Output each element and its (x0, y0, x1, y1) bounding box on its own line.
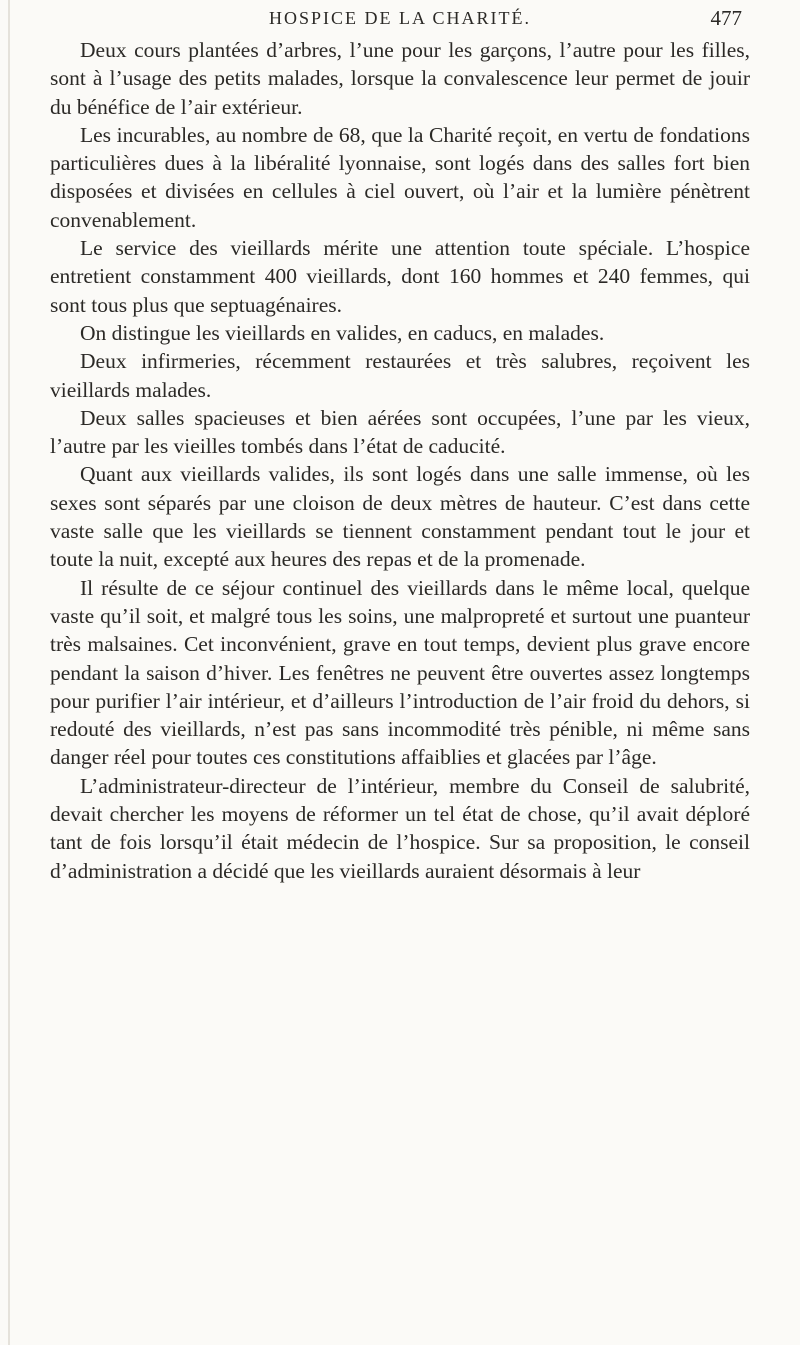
paragraph-elderly-service: Le service des vieillards mérite une attention toute spéciale. L’hospice entretient constamment 400 vieillards, dont 160 hommes et 240 femmes, qui sont tous plus que septuagénaires. (50, 236, 750, 317)
paragraph-infirmaries: Deux infirmeries, récemment restaurées et très salubres, reçoivent les vieillards malades. (50, 349, 750, 402)
page-number: 477 (710, 6, 742, 30)
paragraph-valid-elderly: Quant aux vieillards valides, ils sont logés dans une salle immense, où les sexes sont séparés par une cloison de deux mètres de hauteur. C’est dans cette vaste salle que les vieillards se tiennent constamment pendant tout le jour et toute la nuit, excepté aux heures des repas et de la promenade. (50, 462, 750, 572)
running-title: HOSPICE DE LA CHARITÉ. (268, 8, 531, 28)
paragraph-consequences: Il résulte de ce séjour continuel des vieillards dans le même local, quelque vaste qu’il soit, et malgré tous les soins, une malpropreté et surtout une puanteur très malsaines. Cet inconvénient, grave en tout temps, devient plus grave encore pendant la saison d’hiver. Les fenêtres ne peuvent être ouvertes assez longtemps pour purifier l’air intérieur, et d’ailleurs l’introduction de l’air froid du dehors, si redouté des vieillards, n’est pas sans incommodité très pénible, ni même sans danger réel pour toutes ces constitutions affaiblies et glacées par l’âge. (50, 575, 750, 770)
binding-shadow (8, 0, 10, 1345)
paragraph-administrator: L’administrateur-directeur de l’intérieur, membre du Conseil de salubrité, devait chercher les moyens de réformer un tel état de chose, qu’il avait déploré tant de fois lorsqu’il était médecin de l’hospice. Sur sa proposition, le conseil d’administration a décidé que les vieillards auraient désormais à leur (50, 773, 750, 883)
body-text (50, 36, 750, 885)
paragraph-caducity-rooms: Deux salles spacieuses et bien aérées sont occupées, l’une par les vieux, l’autre par les vieilles tombés dans l’état de caducité. (50, 405, 750, 459)
paragraph-courtyards: Deux cours plantées d’arbres, l’une pour les garçons, l’autre pour les filles, sont à l’usage des petits malades, lorsque la convalescence leur permet de jouir du bénéfice de l’air extérieur. (50, 38, 750, 119)
paragraph-elderly-categories: On distingue les vieillards en valides, en caducs, en malades. (80, 320, 605, 345)
page-header (0, 4, 800, 32)
paragraph-incurables: Les incurables, au nombre de 68, que la Charité reçoit, en vertu de fondations particulières dues à la libéralité lyonnaise, sont logés dans des salles fort bien disposées et divisées en cellules à ciel ouvert, où l’air et la lumière pénètrent convenablement. (50, 122, 750, 232)
